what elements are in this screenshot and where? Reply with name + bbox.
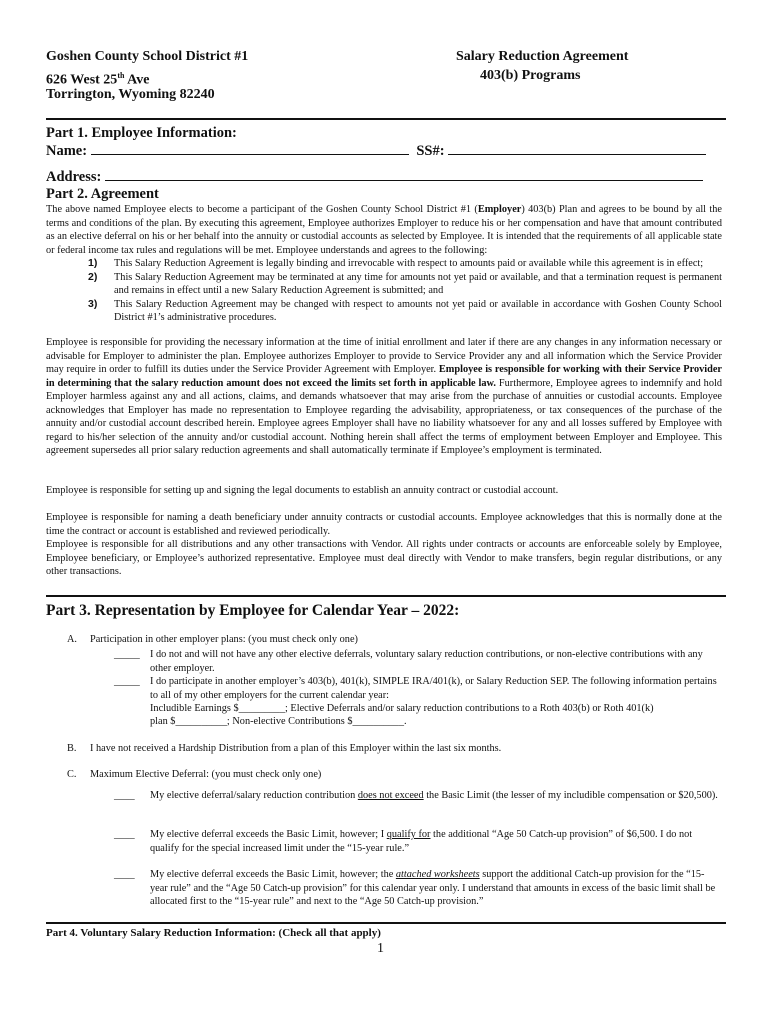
part2-heading: Part 2. Agreement [46, 186, 159, 202]
a2-checkbox-blank[interactable]: _____ [114, 676, 140, 687]
c2-checkbox-blank[interactable]: ____ [114, 829, 135, 840]
address-label: Address: [46, 169, 102, 185]
name-ss-row [46, 142, 706, 160]
c3-text: My elective deferral exceeds the Basic Limit, however; the attached worksheets support the additional Catch-up provision for the “15-year rule” and the “Age 50 Catch-up provision” for this calendar year only. I understand that amounts in excess of the basic limit shall be allocated first to the “15-year rule” and next to the “Age 50 Catch-up provision.” [150, 869, 716, 907]
agreement-intro: The above named Employee elects to become a participant of the Goshen County School District #1 (Employer) 403(b) Plan and agrees to be bound by all the terms and conditions of the plan. By executing this agreement, Employee authorizes Employer to reduce his or her compensation and have that amount contributed as an elective deferral on his or her behalf into the annuity or custodial accounts as selected by Employee. It is intended that the requirements of all applicable state or federal income tax rules and regulations will be met. Employee understands and agrees to the following: [46, 204, 722, 256]
part3-divider [46, 595, 726, 597]
ss-label: SS#: [416, 143, 445, 159]
org-address-line1: 626 West 25th Ave [46, 71, 150, 88]
c3-checkbox-blank[interactable]: ____ [114, 869, 135, 880]
section-b-label: B. [67, 743, 77, 754]
c1-text: My elective deferral/salary reduction contribution does not exceed the Basic Limit (the lesser of my includible compensation or $20,500). [150, 790, 718, 801]
part4-heading: Part 4. Voluntary Salary Reduction Information: (Check all that apply) [46, 927, 381, 939]
list-item: 1) This Salary Reduction Agreement is legally binding and irrevocable with respect to amounts paid or available while this agreement is in effect; [88, 257, 704, 269]
part1-heading: Part 1. Employee Information: [46, 125, 237, 141]
list-item: 3) This Salary Reduction Agreement may be changed with respect to amounts not yet paid or available in accordance with Goshen County School District #1’s administrative procedures. [88, 297, 722, 323]
section-c-text: Maximum Elective Deferral: (you must check only one) [90, 769, 322, 780]
a1-checkbox-blank[interactable]: _____ [114, 649, 140, 660]
a1-text: I do not and will not have any other elective deferrals, voluntary salary reduction contributions, or non-elective contributions with any other employer. [150, 649, 703, 674]
org-name: Goshen County School District #1 [46, 49, 249, 64]
doc-title: Salary Reduction Agreement [456, 49, 629, 64]
page-number: 1 [377, 941, 384, 956]
name-label: Name: [46, 143, 88, 159]
agreement-list [88, 257, 722, 325]
c2-text: My elective deferral exceeds the Basic Limit, however; I qualify for the additional “Age 50 Catch-up provision” of $6,500. I do not qualify for the special increased limit under the “15-year rule.” [150, 829, 693, 854]
doc-subtitle: 403(b) Programs [480, 68, 581, 83]
section-a-label: A. [67, 634, 78, 645]
legal-documents-paragraph: Employee is responsible for setting up and signing the legal documents to establish an annuity contract or custodial account. [46, 485, 559, 496]
c1-checkbox-blank[interactable]: ____ [114, 790, 135, 801]
address-field[interactable] [105, 168, 703, 181]
distributions-paragraph: Employee is responsible for all distributions and any other transactions with Vendor. All rights under contracts or accounts are enforceable solely by Employee, Employee beneficiary, or Employee’s authorized representative. Employee must deal directly with Vendor to make transfers, begin regular distributions, or any other transactions. [46, 539, 722, 577]
a2-text: I do participate in another employer’s 403(b), 401(k), SIMPLE IRA/401(k), or Salary Reduction SEP. The following information pertains to all of my other employers for the current calendar year: [150, 676, 717, 701]
list-item: 2) This Salary Reduction Agreement may be terminated at any time for amounts not yet paid or available, and that a termination request is permanent and remains in effect until a new Salary Reduction Agreement is submitted; and [88, 270, 722, 296]
section-a-text: Participation in other employer plans: (you must check only one) [90, 634, 358, 645]
name-field[interactable] [91, 142, 409, 155]
a2-contributions-line[interactable]: plan $__________; Non-elective Contributions $__________. [150, 716, 407, 727]
beneficiary-paragraph: Employee is responsible for naming a death beneficiary under annuity contracts or custodial accounts. Employee acknowledges that this is normally done at the time the contract or account is established and reviewed periodically. [46, 512, 722, 537]
org-address-line2: Torrington, Wyoming 82240 [46, 87, 215, 102]
section-b-text: I have not received a Hardship Distribution from a plan of this Employer within the last six months. [90, 743, 502, 754]
part3-heading: Part 3. Representation by Employee for Calendar Year – 2022: [46, 602, 460, 619]
part4-divider [46, 922, 726, 924]
a2-earnings-line[interactable]: Includible Earnings $_________; Elective Deferrals and/or salary reduction contributions to a Roth 403(b) or Roth 401(k) [150, 703, 654, 714]
responsibility-paragraph: Employee is responsible for providing the necessary information at the time of initial enrollment and later if there are any changes in any information necessary or advisable for Employer to administer the plan. Employee authorizes Employer to provide to Service Provider any and all information which the Service Provider may require in order to fulfill its duties under the Service Provider Agreement with Employer. Employee is responsible for working with their Service Provider in determining that the salary reduction amount does not exceed the limits set forth in applicable law. Furthermore, Employee agrees to indemnify and hold Employer harmless against any and all actions, claims, and demands whatsoever that may arise from the purchase of annuities or custodial accounts. Employee acknowledges that Employer has made no representation to Employee regarding the advisability, appropriateness, or tax consequences of the purchase of the annuity and/or custodial account described herein. Employee agrees Employer shall have no liability whatsoever for any and all losses suffered by Employee with regard to his/her selection of the annuity and/or custodial account. Nothing herein shall affect the terms of employment between Employer and Employee. This agreement supersedes all prior salary reduction agreements and shall automatically terminate if Employee’s employment is terminated. [46, 337, 722, 456]
address-row [46, 168, 703, 186]
section-c-label: C. [67, 769, 77, 780]
header-divider [46, 118, 726, 120]
ss-field[interactable] [448, 142, 706, 155]
